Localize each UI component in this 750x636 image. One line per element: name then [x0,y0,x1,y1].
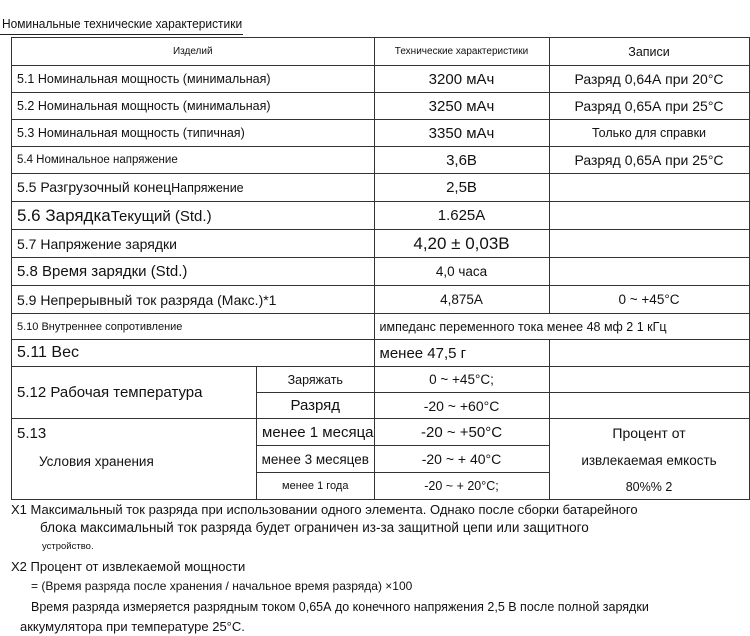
row-note: Разряд 0,65А при 25°С [549,147,749,174]
row-value: 3,6В [374,147,549,174]
table-row [12,93,750,120]
row-value: -20 ~ + 20°С; [374,473,549,500]
row-sub-label: менее 1 года [257,473,375,500]
row-note [549,230,749,258]
row-value: 1.625А [374,202,549,230]
row-note: Разряд 0,64А при 20°С [549,66,749,93]
row-label-part: Напряжение [171,180,244,195]
row-sub-label: Заряжать [257,367,375,393]
row-label: 5.8 Время зарядки (Std.) [12,258,375,286]
table-row [12,286,750,314]
table-row [12,340,750,367]
footnote-x1-line3: устройство. [42,541,94,552]
row-label: 5.11 Вес [12,340,375,367]
row-sub-label: Разряд [257,393,375,419]
row-label: 5.9 Непрерывный ток разряда (Макс.)*1 [12,286,375,314]
empty-cell [549,340,749,367]
spec-table [11,37,750,500]
table-row [12,367,750,393]
row-label: 5.4 Номинальное напряжение [12,147,375,174]
row-value: 2,5В [374,174,549,202]
table-row [12,419,750,446]
row-label: 5.10 Внутреннее сопротивление [12,314,375,340]
row-sub-label: менее 3 месяцев [257,446,375,473]
row-value: 3250 мАч [374,93,549,120]
row-value: 3200 мАч [374,66,549,93]
empty-cell [549,393,749,419]
row-note: Только для справки [549,120,749,147]
row-note: Разряд 0,65А при 25°С [549,93,749,120]
row-value: 4,0 часа [374,258,549,286]
row-sub-label: менее 1 месяца [257,419,375,446]
title-underline [0,34,243,35]
row-value: -20 ~ +50°С [374,419,549,446]
table-row [12,258,750,286]
footnote-x1-line2: блока максимальный ток разряда будет ограничен из-за защитной цепи или защитного [40,520,589,535]
table-row [12,120,750,147]
row-label: 5.7 Напряжение зарядки [12,230,375,258]
footnote-x2-line2: = (Время разряда после хранения / начальное время разряда) ×100 [31,579,413,593]
row-label-part: 5.6 Зарядка [17,205,111,225]
row-note: 0 ~ +45°C [549,286,749,314]
row-value: импеданс переменного тока менее 48 мф 2 1 кГц [374,314,749,340]
table-row [12,202,750,230]
header-item: Изделий [12,38,375,66]
row-label-text: Условия хранения [39,454,154,469]
footnote-x1-line1: X1 Максимальный ток разряда при использовании одного элемента. Однако после сборки батарейного [11,502,638,517]
row-note [549,202,749,230]
table-row [12,66,750,93]
row-label [12,419,257,500]
header-spec: Технические характеристики [374,38,549,66]
table-header-row [12,38,750,66]
row-label-number: 5.13 [17,425,47,442]
row-value: 4,875А [374,286,549,314]
row-label: 5.2 Номинальная мощность (минимальная) [12,93,375,120]
document-title: Номинальные технические характеристики [2,16,243,31]
row-label: 5.1 Номинальная мощность (минимальная) [12,66,375,93]
row-note [549,174,749,202]
table-row [12,174,750,202]
row-note-line: 80%% 2 [625,479,673,494]
header-notes: Записи [549,38,749,66]
row-label-part: 5.5 Разгрузочный конец [17,178,172,195]
row-label-part: Текущий (Std.) [110,207,212,225]
footnote-x2-line1: X2 Процент от извлекаемой мощности [11,559,246,574]
row-label: 5.12 Рабочая температура [12,367,257,419]
row-note [549,419,749,500]
table-row [12,230,750,258]
footnote-x2-line4: аккумулятора при температуре 25°С. [20,619,245,634]
row-value: -20 ~ + 40°С [374,446,549,473]
row-label [12,174,375,202]
empty-cell [549,367,749,393]
row-value: -20 ~ +60°С [374,393,549,419]
footnote-x2-line3: Время разряда измеряется разрядным током 0,65А до конечного напряжения 2,5 В после полной зарядки [31,600,649,614]
row-value: 4,20 ± 0,03В [374,230,549,258]
row-value: 3350 мАч [374,120,549,147]
row-note [549,258,749,286]
row-note-line: Процент от [612,424,686,441]
table-row [12,314,750,340]
row-label: 5.3 Номинальная мощность (типичная) [12,120,375,147]
table-row [12,147,750,174]
row-value: менее 47,5 г [374,340,549,367]
row-note-line: извлекаемая емкость [581,452,717,468]
row-label [12,202,375,230]
row-value: 0 ~ +45°С; [374,367,549,393]
